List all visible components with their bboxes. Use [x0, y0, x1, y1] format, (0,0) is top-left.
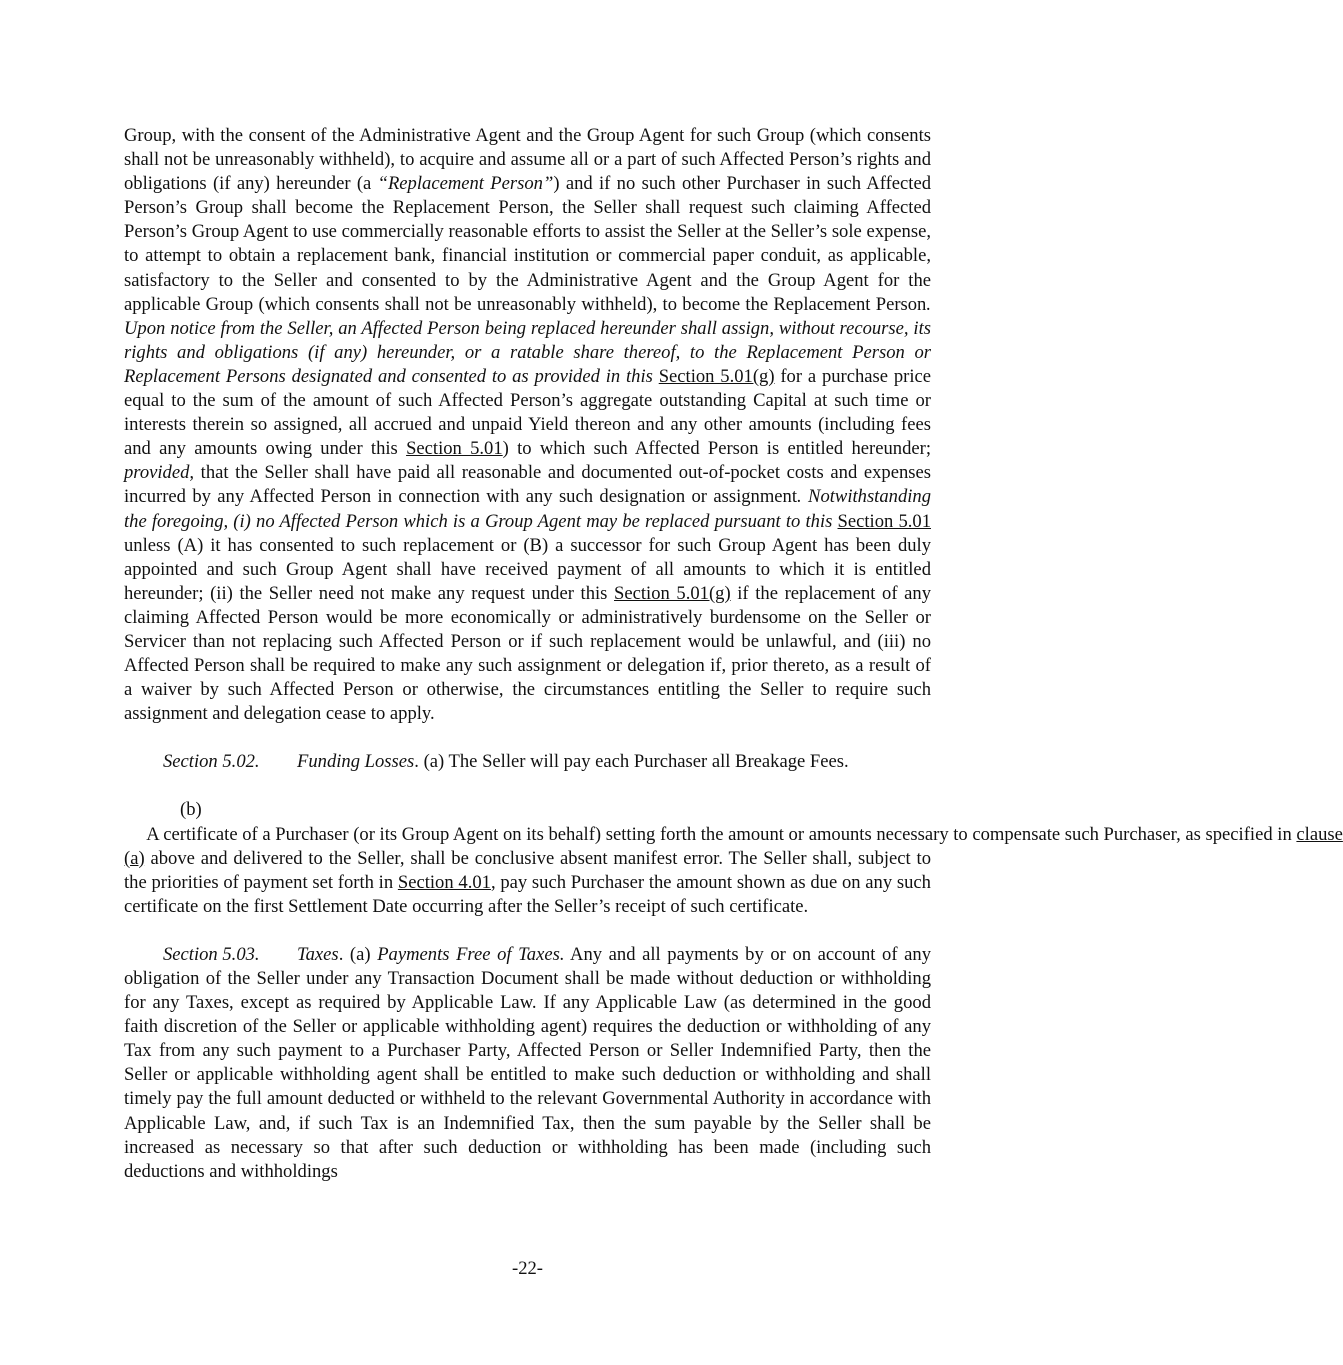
- section-reference-link[interactable]: Section 4.01: [397, 871, 491, 893]
- section-reference-link[interactable]: Section 5.01: [406, 438, 503, 460]
- text-run: A certificate of a Purchaser (or its Group Agent on its behalf) setting forth the amount or amounts necessary to compensate such Purchaser, as specified in: [124, 823, 1297, 845]
- text-run: ) to which such Affected Person is entitled hereunder;: [502, 438, 932, 460]
- text-run: . (a) The Seller will pay each Purchaser all Breakage Fees.: [414, 751, 849, 773]
- text-run: Group, with the consent of the Administrative Agent and the Group Agent for such Group (which consents shall not be unreasonably withheld), to acquire and assume all or a part of such Affected Person’s rights and obligations (if any) hereunder (a: [124, 125, 931, 195]
- section-reference-link[interactable]: Section 5.01(g): [614, 582, 731, 604]
- text-run: that the Seller shall have paid all reasonable and documented out-of-pocket costs and expenses incurred by any Affected Person in connection with any such designation or assignment: [124, 462, 931, 508]
- text-run: , pay such Purchaser the amount shown as due on any such certificate on the first Settlement Date occurring after the Seller’s receipt of such certificate.: [124, 871, 931, 917]
- text-run: above and delivered to the Seller, shall be conclusive absent manifest error. The Seller shall, subject to the priorities of payment set forth in: [124, 847, 931, 893]
- text-run: unless (A) it has consented to such replacement or (B) a successor for such Group Agent has been duly appointed and such Group Agent shall have received payment of all amounts to which it is entitled hereunder; (ii) the Seller need not make any request under this: [124, 534, 931, 604]
- clause-label: (b): [180, 799, 202, 821]
- text-run: . Upon notice from the Seller, an Affected Person being replaced hereunder shall assign, without recourse, its rights and obligations (if any) hereunder, or a ratable share thereof, to the Replacement Person or Replacement Persons designated and consented to as provided in this: [124, 293, 931, 387]
- proviso-term: provided,: [124, 462, 195, 484]
- section-title: Funding Losses: [297, 751, 415, 773]
- section-reference-link[interactable]: Section 5.01(g): [658, 365, 775, 387]
- subsection-title: Payments Free of Taxes.: [377, 943, 565, 965]
- section-reference-link[interactable]: Section 5.01: [837, 510, 931, 532]
- section-5-03-paragraph: [124, 943, 931, 1184]
- document-page: [124, 124, 1343, 1184]
- text-run: ) and if no such other Purchaser in such Affected Person’s Group shall become the Replacement Person, the Seller shall request such claiming Affected Person’s Group Agent to use commercially reasonable efforts to assist the Seller at the Seller’s sole expense, to attempt to obtain a replacement bank, financial institution or commercial paper conduit, as applicable, satisfactory to the Seller and consented to by the Administrative Agent and the Group Agent for the applicable Group (which consents shall not be unreasonably withheld), to become the Replacement Person: [124, 173, 931, 315]
- section-5-02-heading: [124, 750, 931, 774]
- text-run: Any and all payments by or on account of any obligation of the Seller under any Transaction Document shall be made without deduction or withholding for any Taxes, except as required by Applicable Law. If any Applicable Law (as determined in the good faith discretion of the Seller or applicable withholding agent) requires the deduction or withholding of any Tax from any such payment to a Purchaser Party, Affected Person or Seller Indemnified Party, then the Seller or applicable withholding agent shall be entitled to make such deduction or withholding and shall timely pay the full amount deducted or withheld to the relevant Governmental Authority in accordance with Applicable Law, and, if such Tax is an Indemnified Tax, then the sum payable by the Seller shall be increased as necessary so that after such deduction or withholding has been made (including such deductions and withholdings: [124, 943, 931, 1182]
- page-number: -22-: [512, 1258, 543, 1279]
- text-run: if the replacement of any claiming Affected Person would be more economically or administratively burdensome on the Seller or Servicer than not replacing such Affected Person or if such replacement would be unlawful, and (iii) no Affected Person shall be required to make any such assignment or delegation if, prior thereto, as a result of a waiver by such Affected Person or otherwise, the circumstances entitling the Seller to require such assignment and delegation cease to apply.: [124, 582, 932, 725]
- section-title: Taxes: [297, 943, 339, 965]
- section-number: Section 5.02.: [163, 751, 260, 773]
- section-number: Section 5.03.: [163, 943, 260, 965]
- text-run: . Notwithstanding the foregoing, (i) no Affected Person which is a Group Agent may be replaced pursuant to this: [124, 486, 931, 532]
- clause-reference-link[interactable]: clause (a): [124, 823, 1343, 869]
- text-run: for a purchase price equal to the sum of the amount of such Affected Person’s aggregate outstanding Capital at such time or interests therein so assigned, all accrued and unpaid Yield thereon and any other amounts (including fees and any amounts owing under this: [124, 365, 931, 460]
- defined-term: “Replacement Person”: [377, 173, 554, 195]
- paragraph-b: [124, 798, 1343, 918]
- paragraph-replacement-person: [124, 124, 931, 726]
- text-run: . (a): [338, 943, 378, 965]
